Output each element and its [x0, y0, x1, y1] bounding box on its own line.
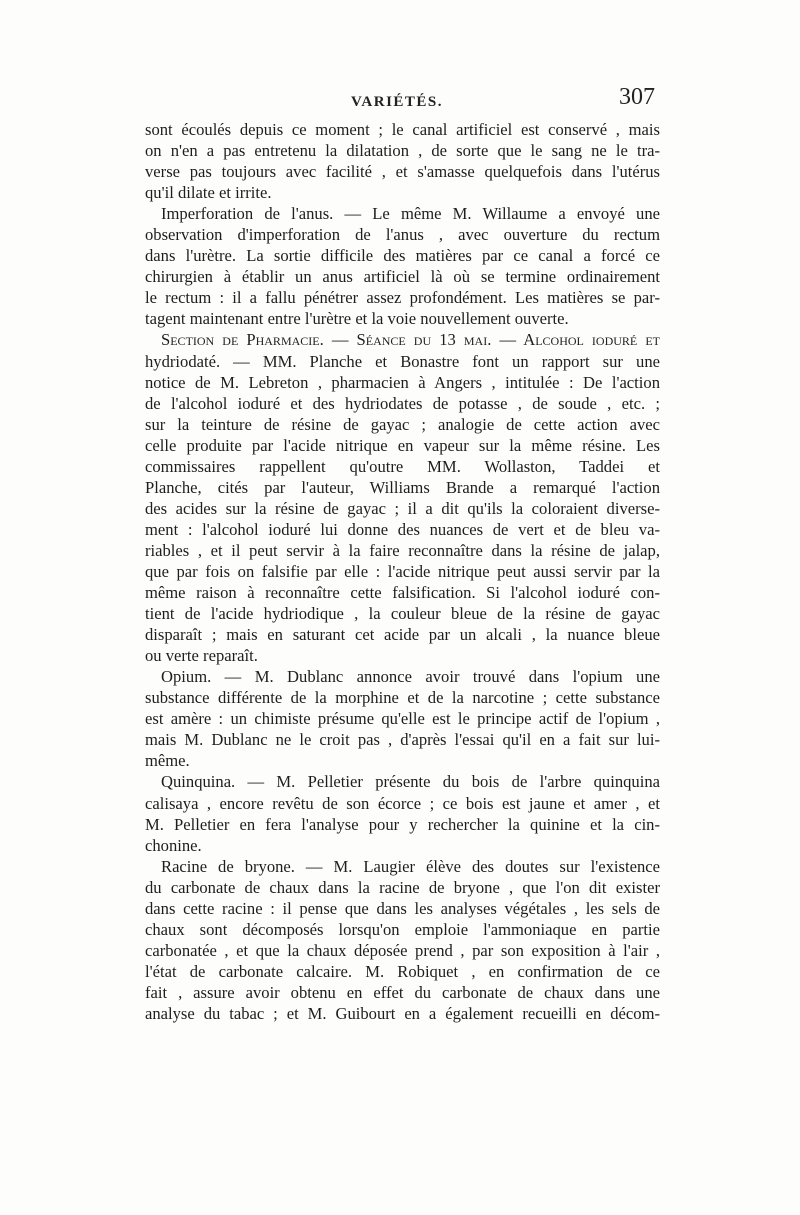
text-line: du carbonate de chaux dans la racine de bryone , que l'on dit exister	[145, 877, 660, 897]
text-line: disparaît ; mais en saturant cet acide par un alcali , la nuance bleue	[145, 625, 660, 645]
text-line: chaux sont décomposés lorsqu'on emploie l'ammoniaque en partie	[145, 919, 660, 939]
text-line: que par fois on falsifie par elle : l'acide nitrique peut aussi servir par la	[145, 561, 660, 581]
text-line: tagent maintenant entre l'urètre et la voie nouvellement ouverte.	[145, 309, 569, 329]
text-line: de l'alcohol ioduré et des hydriodates de potasse , de soude , etc. ;	[145, 393, 660, 413]
text-line: substance différente de la morphine et de la narcotine ; cette substance	[145, 688, 660, 708]
text-line: tient de l'acide hydriodique , la couleur bleue de la résine de gayac	[145, 604, 660, 624]
paragraph-heading-quinquina: Quinquina. — M. Pelletier présente du bois de l'arbre quinquina	[161, 772, 660, 792]
text-line: riables , et il peut servir à la faire reconnaître dans la résine de jalap,	[145, 540, 660, 560]
text-line: on n'en a pas entretenu la dilatation , de sorte que le sang ne le tra-	[145, 141, 660, 161]
text-line: le rectum : il a fallu pénétrer assez profondément. Les matières se par-	[145, 288, 660, 308]
text-line: analyse du tabac ; et M. Guibourt en a également recueilli en décom-	[145, 1003, 660, 1023]
paragraph-heading-opium: Opium. — M. Dublanc annonce avoir trouvé dans l'opium une	[161, 667, 660, 687]
paragraph-heading-imperforation: Imperforation de l'anus. — Le même M. Willaume a envoyé une	[161, 204, 660, 224]
text-line: sur la teinture de résine de gayac ; analogie de cette action avec	[145, 414, 660, 434]
text-line: hydriodaté. — MM. Planche et Bonastre font un rapport sur une	[145, 351, 660, 371]
paragraph-heading-bryone: Racine de bryone. — M. Laugier élève des doutes sur l'existence	[161, 856, 660, 876]
text-line: qu'il dilate et irrite.	[145, 183, 272, 203]
body-text	[145, 119, 660, 1024]
text-line: sont écoulés depuis ce moment ; le canal artificiel est conservé , mais	[145, 120, 660, 139]
text-line: fait , assure avoir obtenu en effet du carbonate de chaux dans une	[145, 982, 660, 1002]
text-line: l'état de carbonate calcaire. M. Robiquet , en confirmation de ce	[145, 961, 660, 981]
page-header	[145, 84, 655, 118]
text-line: celle produite par l'acide nitrique en vapeur sur la même résine. Les	[145, 435, 660, 455]
text-line: chirurgien à établir un anus artificiel là où se termine ordinairement	[145, 267, 660, 287]
page-number: 307	[619, 84, 655, 110]
text-line: Planche, cités par l'auteur, Williams Brande a remarqué l'action	[145, 477, 660, 497]
text-line: M. Pelletier en fera l'analyse pour y rechercher la quinine et la cin-	[145, 814, 660, 834]
text-line: ou verte reparaît.	[145, 646, 258, 666]
text-line: observation d'imperforation de l'anus , avec ouverture du rectum	[145, 225, 660, 245]
text-line: est amère : un chimiste présume qu'elle est le principe actif de l'opium ,	[145, 709, 660, 729]
section-heading-pharmacie: Section de Pharmacie. — Séance du 13 mai. — Alcohol ioduré et	[161, 330, 660, 350]
text-line: même.	[145, 751, 190, 771]
text-line: ment : l'alcohol ioduré lui donne des nuances de vert et de bleu va-	[145, 519, 660, 539]
text-line: notice de M. Lebreton , pharmacien à Angers , intitulée : De l'action	[145, 372, 660, 392]
text-line: des acides sur la résine de gayac ; il a dit qu'ils la coloraient diverse-	[145, 498, 660, 518]
text-line: commissaires rappellent qu'outre MM. Wollaston, Taddei et	[145, 456, 660, 476]
text-line: chonine.	[145, 835, 202, 855]
text-line: calisaya , encore revêtu de son écorce ; ce bois est jaune et amer , et	[145, 793, 660, 813]
text-line: dans cette racine : il pense que dans les analyses végétales , les sels de	[145, 898, 660, 918]
text-line: même raison à reconnaître cette falsification. Si l'alcohol ioduré con-	[145, 583, 660, 603]
text-line: mais M. Dublanc ne le croit pas , d'après l'essai qu'il en a fait sur lui-	[145, 730, 660, 750]
text-line: carbonatée , et que la chaux déposée prend , par son exposition à l'air ,	[145, 940, 660, 960]
text-line: verse pas toujours avec facilité , et s'amasse quelquefois dans l'utérus	[145, 162, 660, 182]
running-head: VARIÉTÉS.	[351, 94, 444, 110]
text-line: dans l'urètre. La sortie difficile des matières par ce canal a forcé ce	[145, 246, 660, 266]
